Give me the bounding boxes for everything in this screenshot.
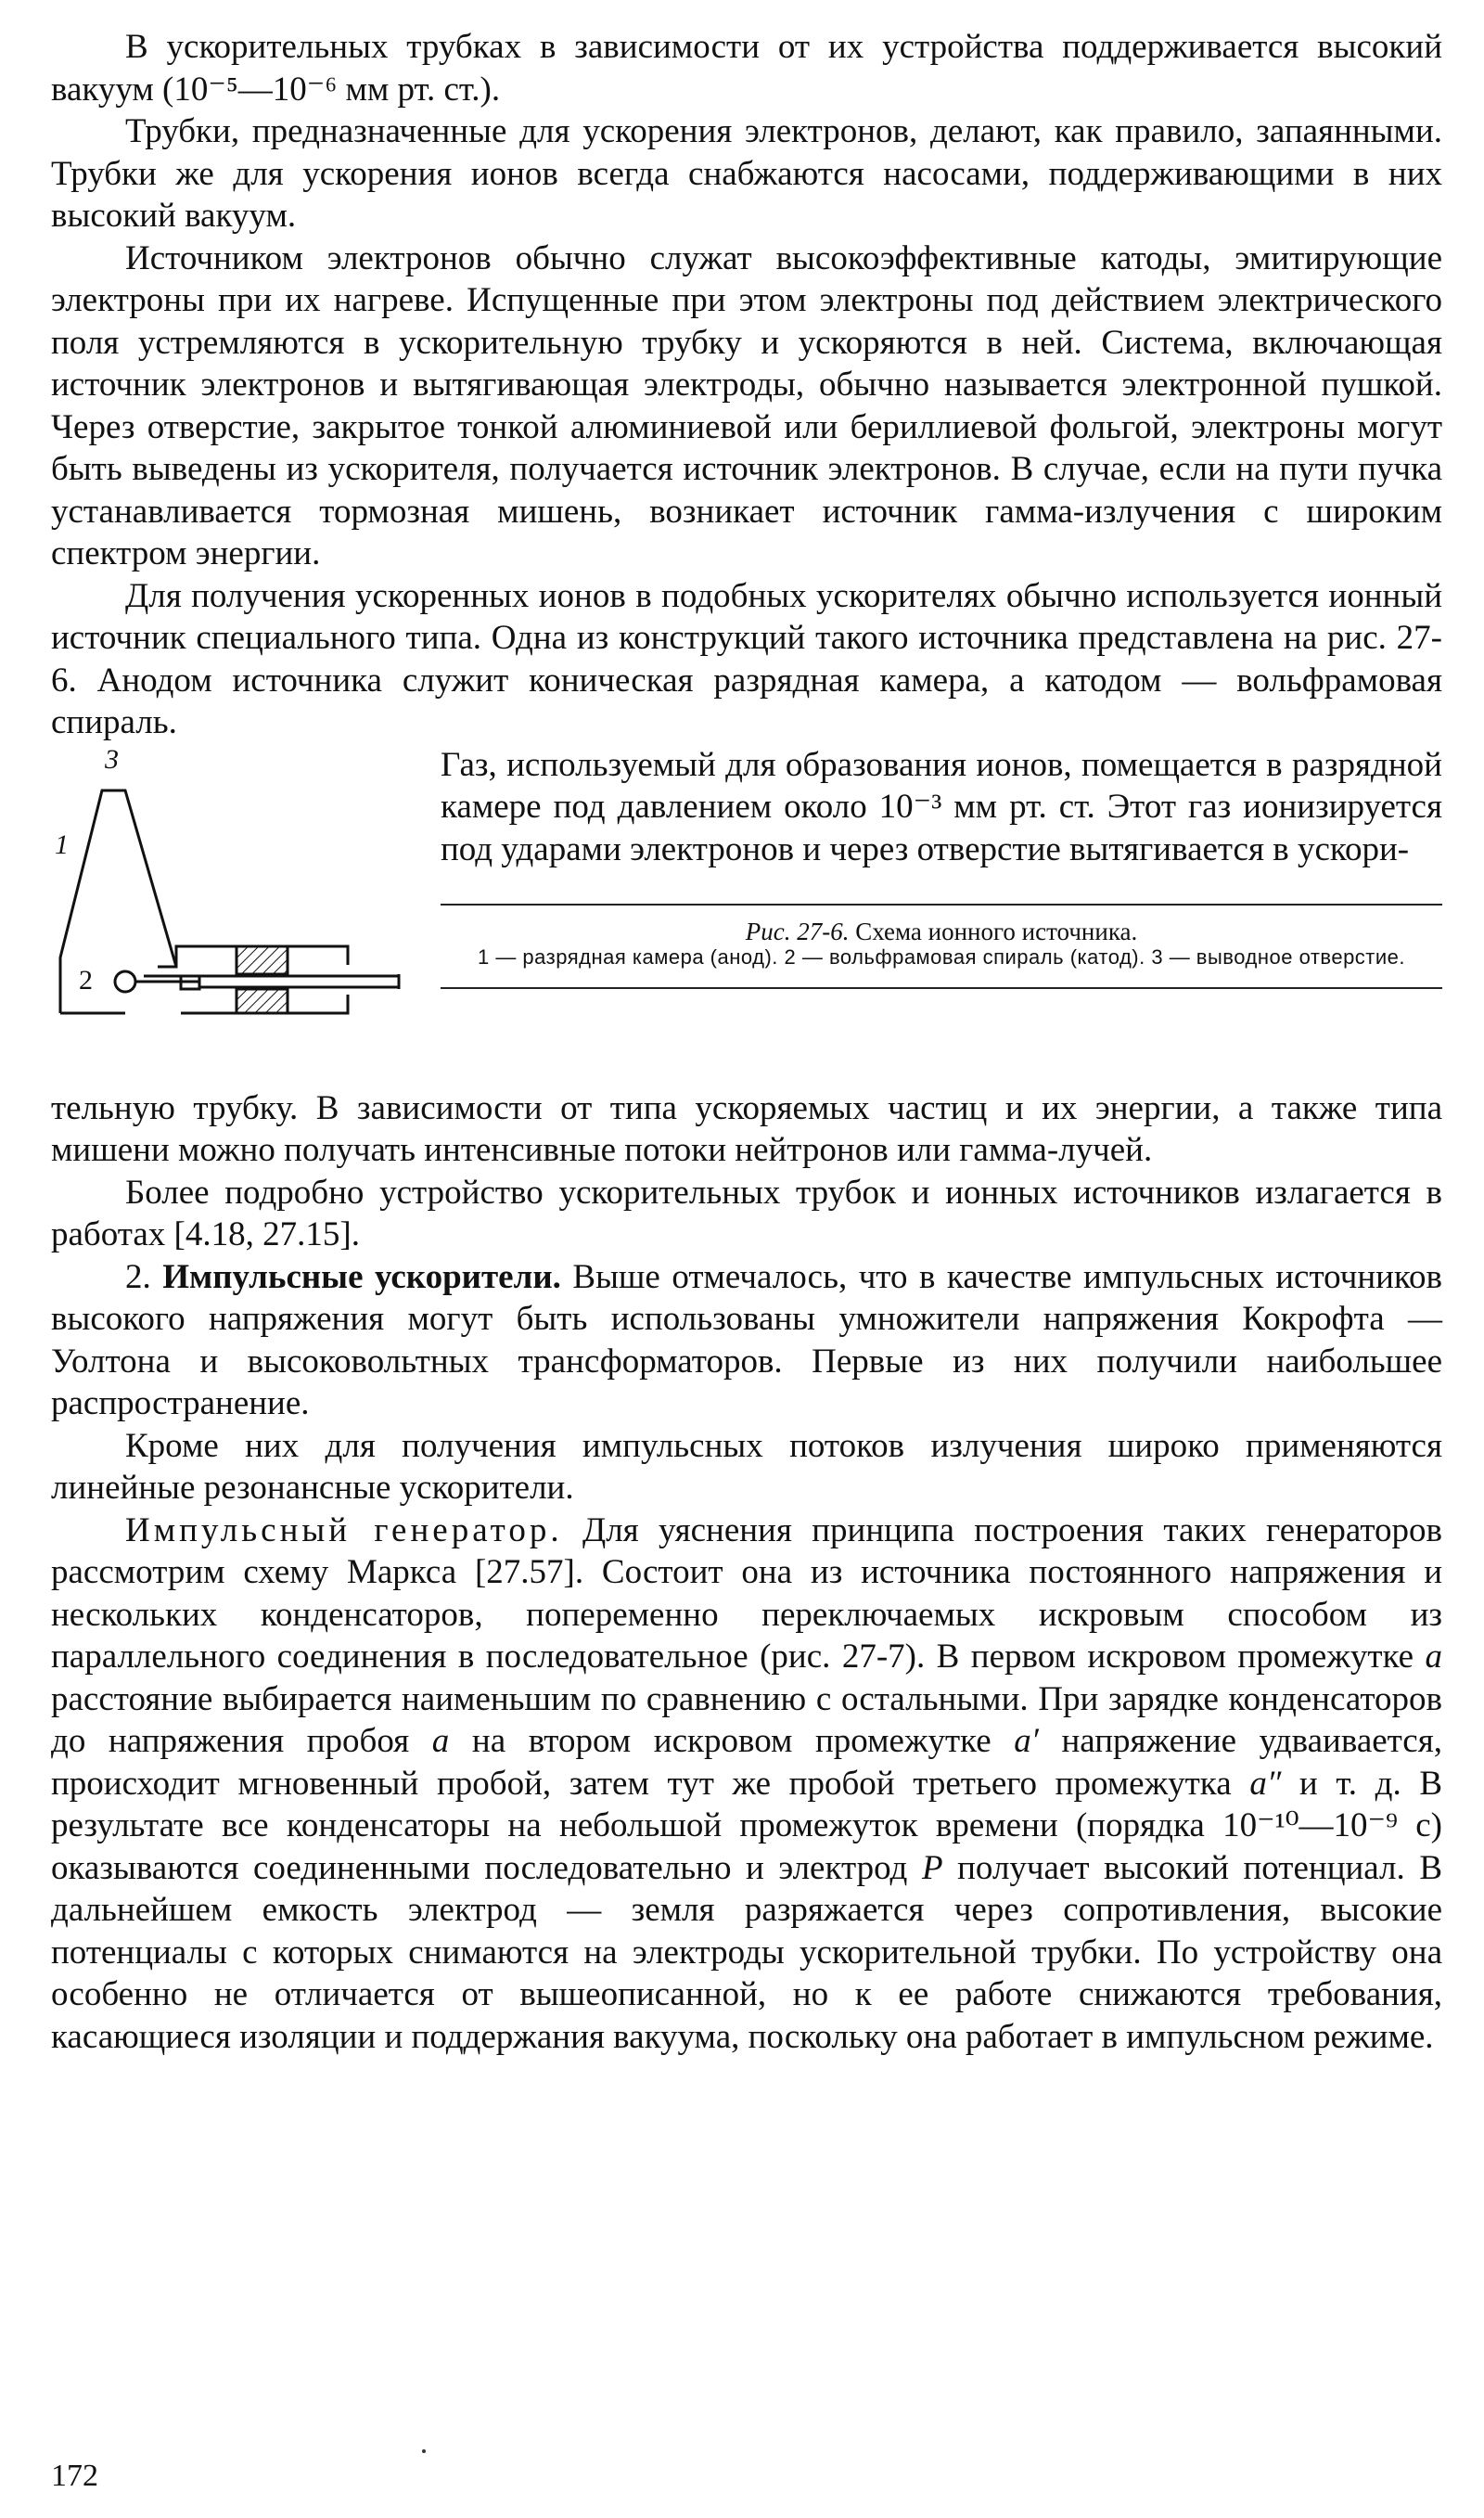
label-2: 2 bbox=[79, 964, 93, 996]
paragraph-sealed-tubes: Трубки, предназначенные для ускорения электронов, делают, как правило, запаянными. Трубки же для ускорения ионов всегда снабжаются насосами, поддерживающими в них высокий вакуум. bbox=[51, 112, 1442, 235]
figure-27-6 bbox=[51, 744, 1442, 1087]
figure-caption bbox=[441, 904, 1442, 989]
tungsten-spiral bbox=[115, 971, 135, 992]
paragraph-vacuum: В ускорительных трубках в зависимости от их устройства поддерживается высокий вакуум (10⁻⁵—10⁻⁶ мм рт. ст.). bbox=[51, 28, 1442, 109]
paragraph-linear-accelerators: Кроме них для получения импульсных потоков излучения широко применяются линейные резонансные ускорители. bbox=[51, 1426, 1442, 1507]
ion-source-diagram bbox=[51, 744, 441, 1087]
ion-source-drawing bbox=[51, 744, 441, 1087]
paragraph-references: Более подробно устройство ускорительных трубок и ионных источников излагается в работах [4.18, 27.15]. bbox=[51, 1173, 1442, 1253]
page-text bbox=[51, 26, 1442, 2058]
caption-text: Схема ионного источника. bbox=[855, 918, 1138, 945]
label-1: 1 bbox=[55, 829, 69, 860]
caption-title: Рис. 27-6. bbox=[745, 918, 850, 945]
heading-pulse-generator: Импульсный генератор. bbox=[125, 1510, 563, 1549]
page-number: 172 bbox=[51, 2459, 98, 2493]
figure-side-text bbox=[441, 744, 1442, 990]
insulator-bottom bbox=[237, 989, 288, 1013]
paragraph-ion-source-continued: Газ, используемый для образования ионов, помещается в разрядной камере под давлением около 10⁻³ мм рт. ст. Этот газ ионизируется под ударами электронов и через отверстие вытягивается в ускори- bbox=[441, 745, 1442, 868]
insulator-top bbox=[237, 946, 288, 974]
paragraph-pulse-generator: Импульсный генератор. Для уяснения принципа построения таких генераторов рассмотрим схему Маркса [27.57]. Состоит она из источника постоянного напряжения и нескольких конденсаторов, попеременно переключаемых искровым способом из параллельного соединения в последовательное (рис. 27-7). В первом искровом промежутке a расстояние выбирается наименьшим по сравнению с остальными. При зарядке конденсаторов до напряжения пробоя a на втором искровом промежутке a′ напряжение удваивается, происходит мгновенный пробой, затем тут же пробой третьего промежутка a″ и т. д. В результате все конденсаторы на небольшой промежуток времени (порядка 10⁻¹⁰—10⁻⁹ с) оказываются соединенными последовательно и электрод P получает высокий потенциал. В дальнейшем емкость электрод — земля разряжается через сопротивления, высокие потенциалы с которых снимаются на электроды ускорительной трубки. По устройству она особенно не отличается от вышеописанной, но к ее работе снижаются требования, касающиеся изоляции и поддержания вакуума, поскольку она работает в импульсном режиме. bbox=[51, 1510, 1443, 2056]
paragraph-pulse-accelerators: 2. Импульсные ускорители. Выше отмечалось, что в качестве импульсных источников высокого напряжения могут быть использованы умножители напряжения Кокрофта — Уолтона и высоковольтных трансформаторов. Первые из них получили наибольшее распространение. bbox=[51, 1257, 1442, 1422]
heading-pulse-accelerators: Импульсные ускорители. bbox=[162, 1257, 561, 1296]
discharge-chamber-shape bbox=[60, 790, 176, 1013]
caption-legend: 1 — разрядная камера (анод). 2 — вольфрамовая спираль (катод). 3 — выводное отверстие. bbox=[477, 945, 1406, 969]
paragraph-ion-source-end: тельную трубку. В зависимости от типа ускоряемых частиц и их энергии, а также типа мишени можно получать интенсивные потоки нейтронов или гамма-лучей. bbox=[51, 1088, 1442, 1169]
stray-dot bbox=[422, 2449, 426, 2453]
label-3: 3 bbox=[105, 743, 119, 775]
paragraph-ion-source: Для получения ускоренных ионов в подобных ускорителях обычно используется ионный источник специального типа. Одна из конструкций такого источника представлена на рис. 27-6. Анодом источника служит коническая разрядная камера, а катодом — вольфрамовая спираль. bbox=[51, 576, 1442, 741]
paragraph-electron-source: Источником электронов обычно служат высокоэффективные катоды, эмитирующие электроны при их нагреве. Испущенные при этом электроны под действием электрического поля устремляются в ускорительную трубку и ускоряются в ней. Система, включающая источник электронов и вытягивающая электроды, обычно называется электронной пушкой. Через отверстие, закрытое тонкой алюминиевой или бериллиевой фольгой, электроны могут быть выведены из ускорителя, получается источник электронов. В случае, если на пути пучка устанавливается тормозная мишень, возникает источник гамма-излучения с широким спектром энергии. bbox=[51, 238, 1442, 572]
